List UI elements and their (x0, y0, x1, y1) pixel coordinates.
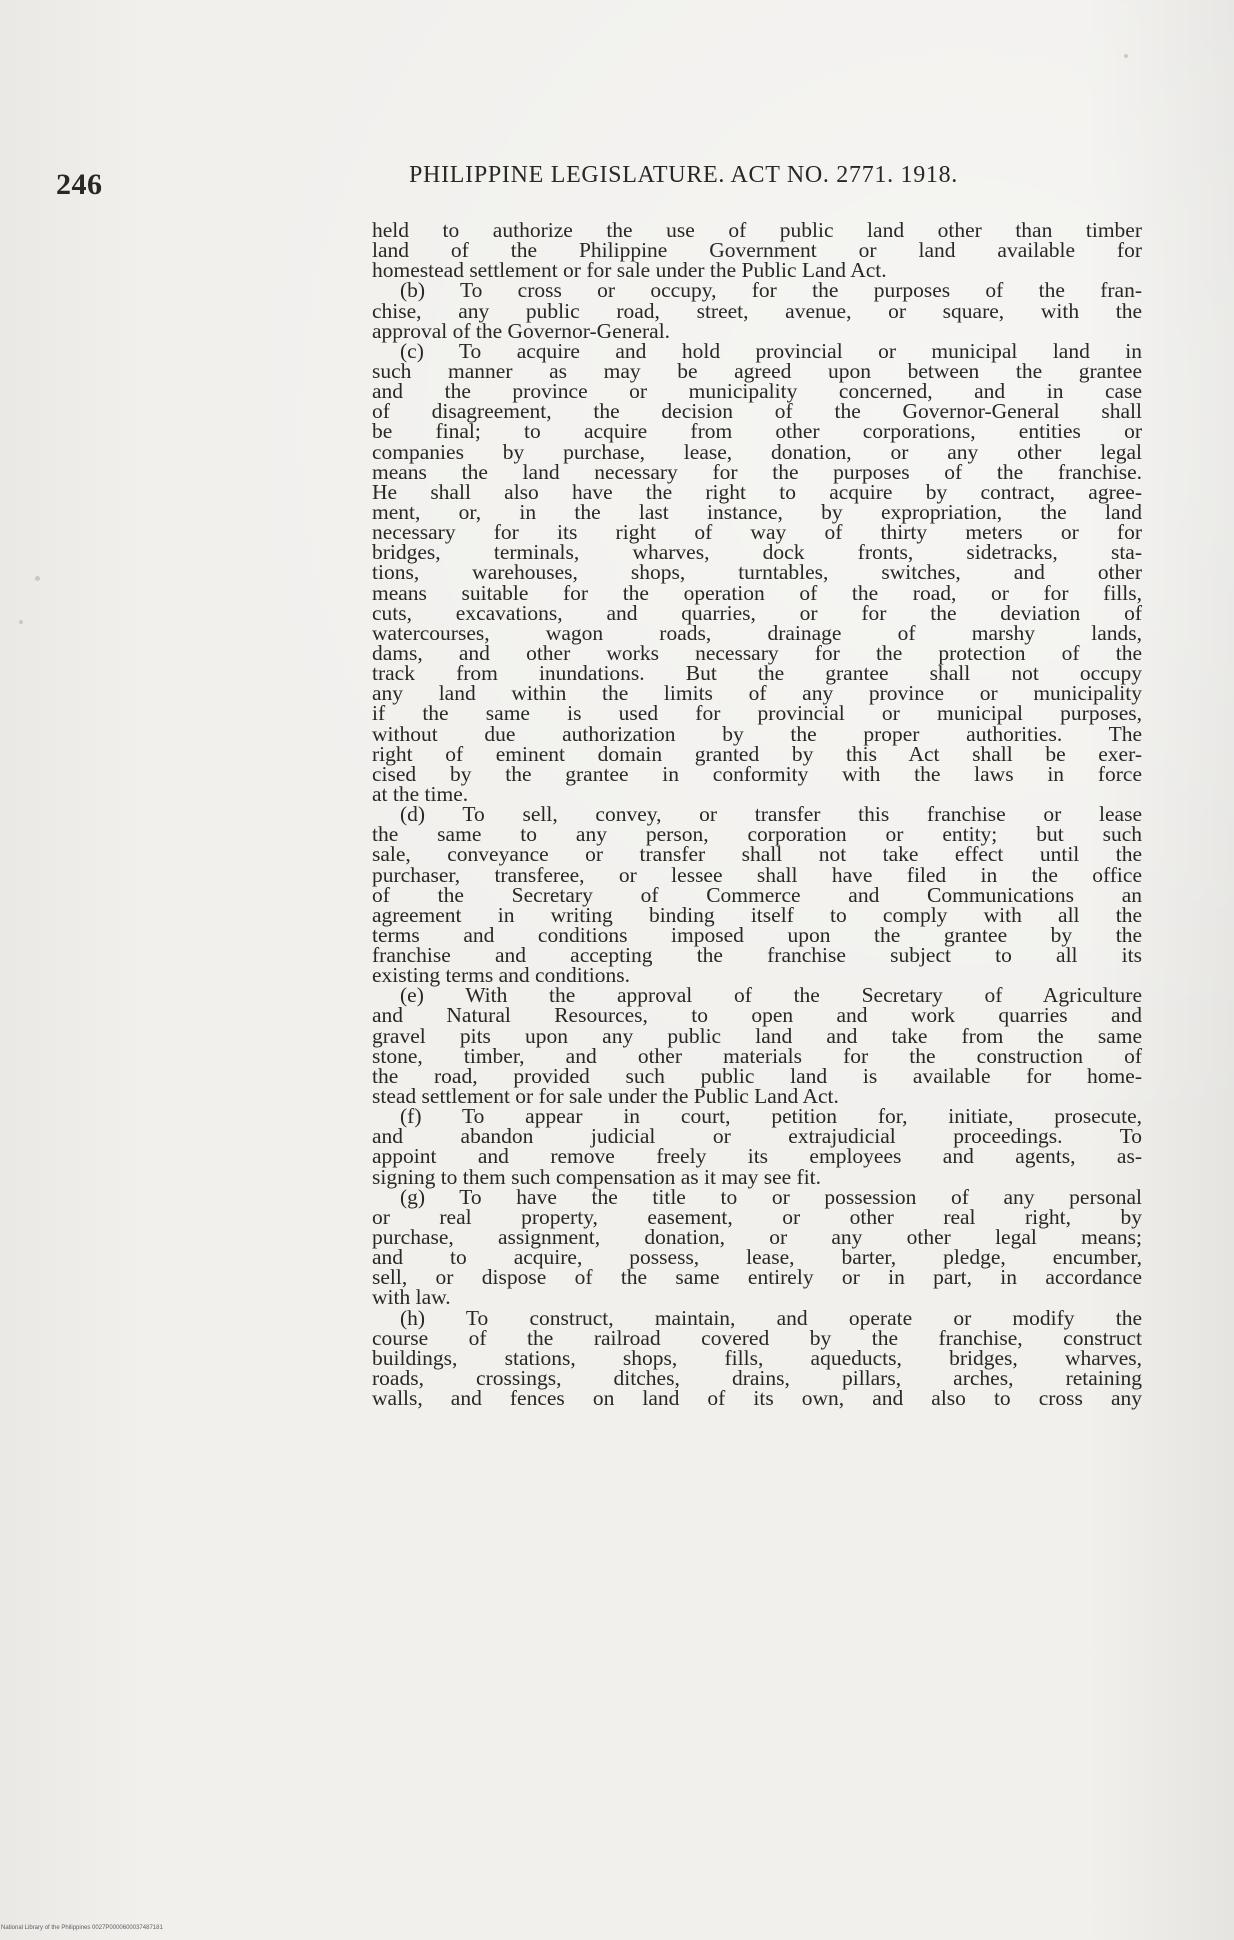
text-line: the road, provided such public land is available for home- (372, 1063, 1142, 1088)
scan-speck (35, 576, 40, 581)
text-line: land of the Philippine Government or land available for (372, 238, 1142, 263)
text-line: He shall also have the right to acquire by contract, agree- (372, 479, 1142, 504)
text-line: gravel pits upon any public land and take from the same (372, 1023, 1142, 1048)
text-line: terms and conditions imposed upon the grantee by the (372, 922, 1142, 947)
text-line: course of the railroad covered by the franchise, construct (372, 1325, 1142, 1350)
text-line: dams, and other works necessary for the protection of the (372, 640, 1142, 665)
text-line: watercourses, wagon roads, drainage of marshy lands, (372, 620, 1142, 645)
text-line: appoint and remove freely its employees and agents, as- (372, 1144, 1142, 1169)
text-line: if the same is used for provincial or municipal purposes, (372, 701, 1142, 726)
text-line: homestead settlement or for sale under the Public Land Act. (372, 258, 887, 283)
text-line: cised by the grantee in conformity with the laws in force (372, 761, 1142, 786)
text-line: any land within the limits of any province or municipality (372, 681, 1142, 706)
text-line: means the land necessary for the purposes of the franchise. (372, 459, 1142, 484)
text-line: and the province or municipality concerned, and in case (372, 379, 1142, 404)
text-line: walls, and fences on land of its own, and also to cross any (372, 1386, 1142, 1411)
page-number: 246 (56, 168, 103, 201)
text-line: (e) With the approval of the Secretary of Agriculture (400, 983, 1142, 1008)
text-line: the same to any person, corporation or entity; but such (372, 822, 1142, 847)
scan-speck (19, 620, 23, 624)
text-line: purchase, assignment, donation, or any other legal means; (372, 1225, 1142, 1250)
text-line: track from inundations. But the grantee shall not occupy (372, 661, 1142, 686)
text-line: stead settlement or for sale under the Public Land Act. (372, 1084, 839, 1109)
text-line: agreement in writing binding itself to comply with all the (372, 902, 1142, 927)
text-line: (d) To sell, convey, or transfer this franchise or lease (400, 802, 1142, 827)
text-line: of the Secretary of Commerce and Communications an (372, 882, 1142, 907)
text-line: tions, warehouses, shops, turntables, switches, and other (372, 560, 1142, 585)
text-line: of disagreement, the decision of the Governor-General shall (372, 399, 1142, 424)
text-line: means suitable for the operation of the road, or for fills, (372, 580, 1142, 605)
text-line: companies by purchase, lease, donation, or any other legal (372, 439, 1142, 464)
text-line: buildings, stations, shops, fills, aqueducts, bridges, wharves, (372, 1345, 1142, 1370)
text-line: and abandon judicial or extrajudicial proceedings. To (372, 1124, 1142, 1149)
scan-speck (1124, 54, 1128, 58)
text-line: at the time. (372, 781, 469, 806)
text-line: such manner as may be agreed upon between the grantee (372, 358, 1142, 383)
text-line: (b) To cross or occupy, for the purposes of the fran- (400, 278, 1142, 303)
text-line: and Natural Resources, to open and work quarries and (372, 1003, 1142, 1028)
text-line: right of eminent domain granted by this Act shall be exer- (372, 741, 1142, 766)
text-line: (c) To acquire and hold provincial or municipal land in (400, 338, 1142, 363)
text-line: sale, conveyance or transfer shall not take effect until the (372, 842, 1142, 867)
text-line: (f) To appear in court, petition for, initiate, prosecute, (400, 1104, 1142, 1129)
document-body (372, 218, 1142, 1411)
text-line: necessary for its right of way of thirty meters or for (372, 520, 1142, 545)
text-line: stone, timber, and other materials for the construction of (372, 1043, 1142, 1068)
text-line: existing terms and conditions. (372, 963, 630, 988)
text-line: signing to them such compensation as it may see fit. (372, 1164, 822, 1189)
text-line: chise, any public road, street, avenue, or square, with the (372, 298, 1142, 323)
running-head: PHILIPPINE LEGISLATURE. ACT NO. 2771. 1918. (409, 162, 958, 188)
text-line: cuts, excavations, and quarries, or for the deviation of (372, 600, 1142, 625)
text-line: roads, crossings, ditches, drains, pillars, arches, retaining (372, 1366, 1142, 1391)
text-line: franchise and accepting the franchise subject to all its (372, 943, 1142, 968)
text-line: with law. (372, 1285, 451, 1310)
text-line: approval of the Governor-General. (372, 318, 671, 343)
text-line: and to acquire, possess, lease, barter, pledge, encumber, (372, 1245, 1142, 1270)
text-line: bridges, terminals, wharves, dock fronts, sidetracks, sta- (372, 540, 1142, 565)
text-line: purchaser, transferee, or lessee shall have filed in the office (372, 862, 1142, 887)
text-line: (h) To construct, maintain, and operate or modify the (400, 1305, 1142, 1330)
text-line: without due authorization by the proper authorities. The (372, 721, 1142, 746)
text-line: or real property, easement, or other real right, by (372, 1204, 1142, 1229)
scan-footer: National Library of the Philippines 0027P0000600037487181 (1, 1925, 163, 1931)
text-line: ment, or, in the last instance, by expropriation, the land (372, 499, 1142, 524)
text-line: (g) To have the title to or possession of any personal (400, 1184, 1142, 1209)
text-line: held to authorize the use of public land other than timber (372, 218, 1142, 242)
text-line: sell, or dispose of the same entirely or in part, in accordance (372, 1265, 1142, 1290)
text-line: be final; to acquire from other corporations, entities or (372, 419, 1142, 444)
